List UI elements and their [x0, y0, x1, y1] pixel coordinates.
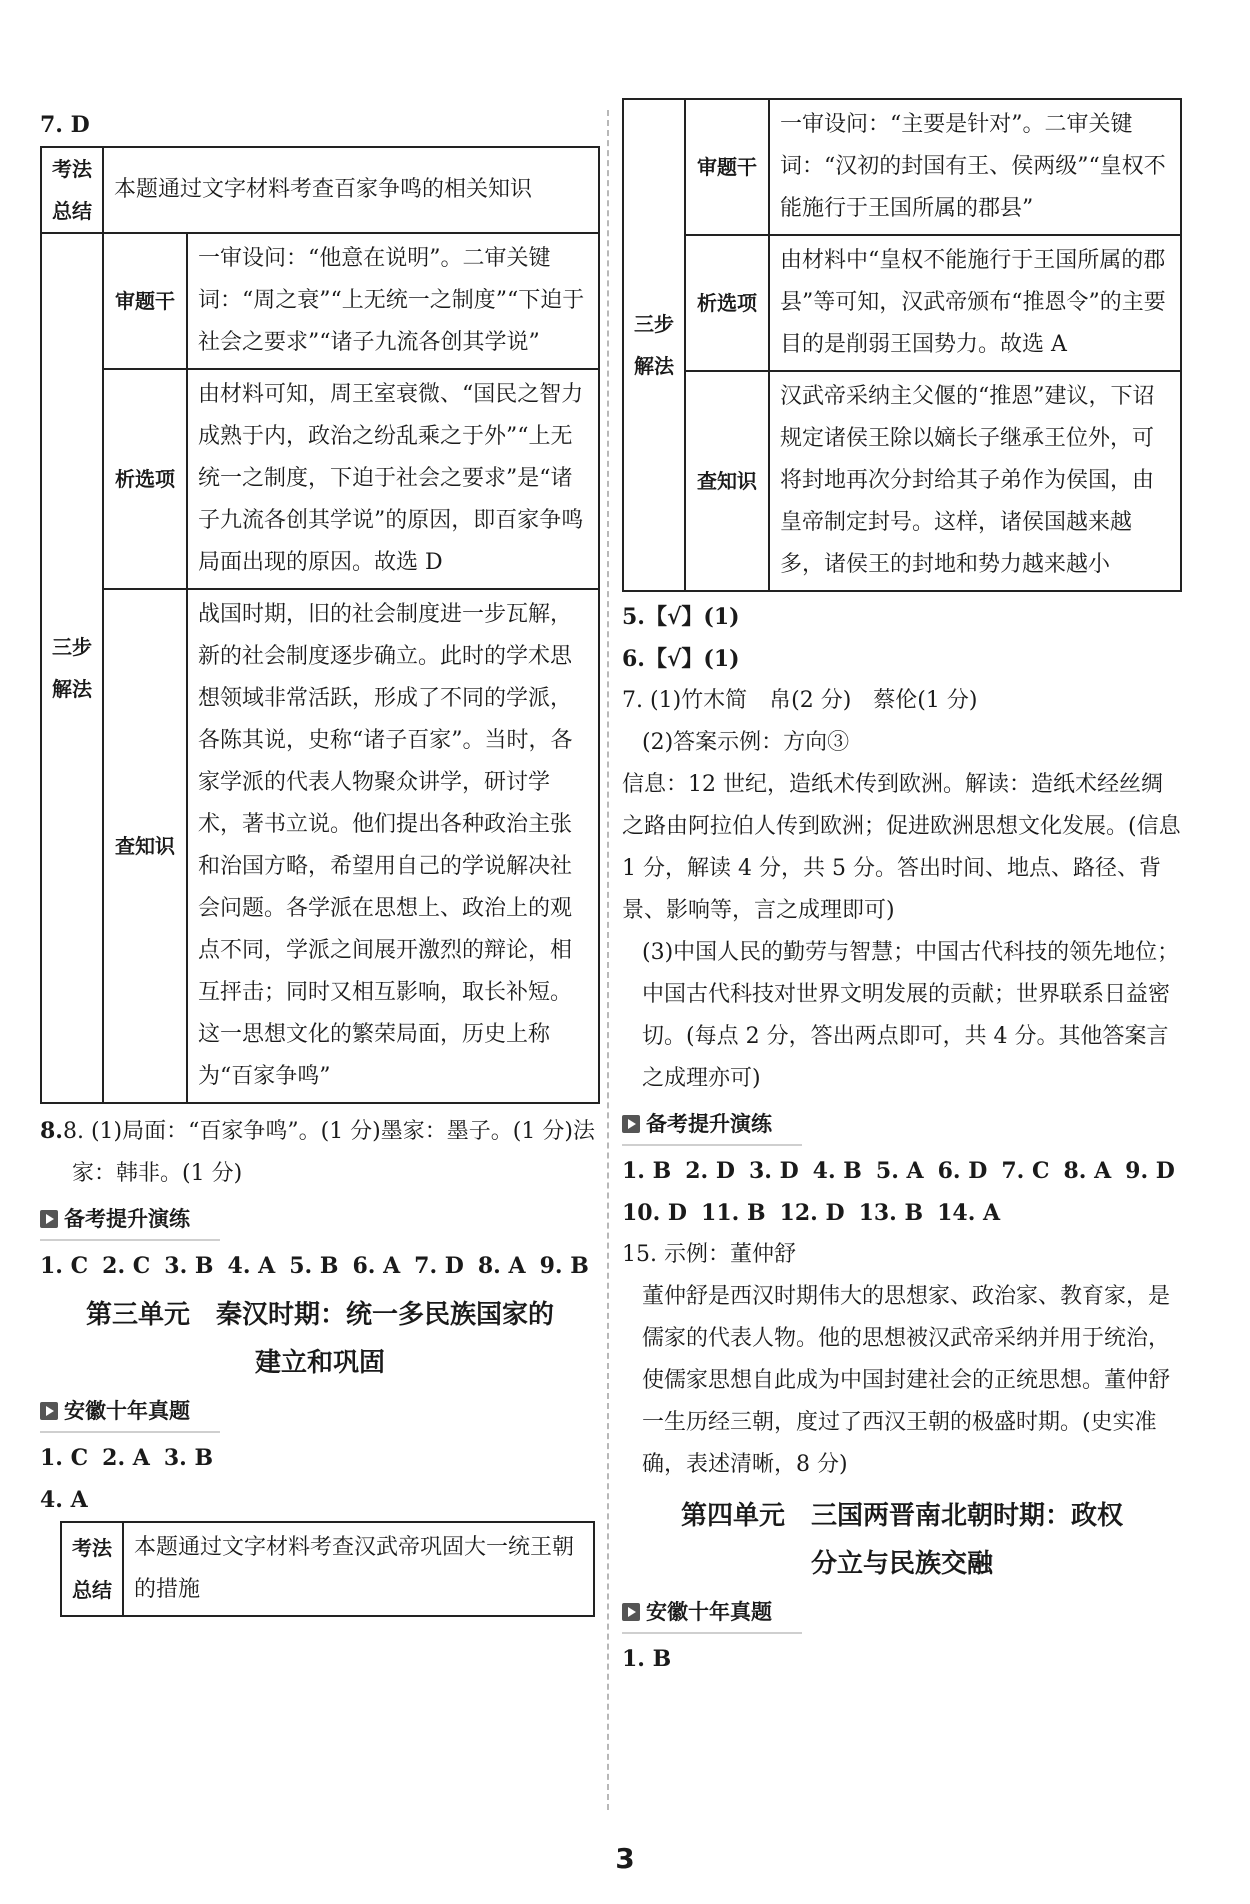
- beikao-heading-right: 备考提升演练: [622, 1104, 802, 1146]
- answer-item: 10. D: [622, 1200, 688, 1226]
- answer-item: 1. C: [40, 1445, 89, 1471]
- q6-answer: 6.【√】(1): [622, 646, 740, 672]
- shenti-label-right: 审题干: [685, 99, 769, 235]
- answer-item: 12. D: [779, 1200, 845, 1226]
- anhui-heading-right: 安徽十年真题: [622, 1592, 802, 1634]
- answer-item: 1. C: [40, 1253, 89, 1279]
- shenti-text: 一审设问：“他意在说明”。二审关键词：“周之衰”“上无统一之制度”“下迫于社会之要求”“诸子九流各创其学说”: [187, 233, 599, 369]
- answer-item: 5. A: [875, 1158, 924, 1184]
- q7-answer: 7. D: [40, 112, 90, 138]
- q7-line1: 7. (1)竹木简 帛(2 分) 蔡伦(1 分): [622, 688, 978, 713]
- shenti-text-right: 一审设问：“主要是针对”。二审关键词：“汉初的封国有王、侯两级”“皇权不能施行于王国所属的郡县”: [769, 99, 1181, 235]
- page-number: 3: [615, 1842, 635, 1875]
- answer-item: 8. A: [1063, 1158, 1112, 1184]
- kaofa-label-q4: 考法总结: [61, 1522, 123, 1616]
- unit3-title-line1: 第三单元 秦汉时期：统一多民族国家的: [85, 1300, 554, 1330]
- chazhi-label-right: 查知识: [685, 371, 769, 591]
- answer-item: 14. A: [937, 1200, 1001, 1226]
- analysis-table-q7: [40, 146, 600, 1104]
- beikao-answers-right-row2: [622, 1192, 1182, 1234]
- q7-para1: 信息：12 世纪，造纸术传到欧洲。解读：造纸术经丝绸之路由阿拉伯人传到欧洲；促进欧洲思想文化发展。(信息 1 分，解读 4 分，共 5 分。答出时间、地点、路径、背景、影响等，言之成理即可): [622, 772, 1181, 923]
- unit3-title-line2: 建立和巩固: [254, 1348, 385, 1378]
- sanbu-label: 三步解法: [41, 233, 103, 1103]
- answer-item: 2. D: [685, 1158, 735, 1184]
- q15-label: 15. 示例：董仲舒: [622, 1242, 796, 1267]
- answer-item: 5. B: [289, 1253, 339, 1279]
- answer-item: 3. D: [748, 1158, 799, 1184]
- answer-item: 6. D: [937, 1158, 988, 1184]
- answer-item: 7. C: [1001, 1158, 1050, 1184]
- q8-line1: 8.8. (1)局面：“百家争鸣”。(1 分)墨家：墨子。(1 分)法: [40, 1118, 595, 1144]
- q8-line2: 家：韩非。(1 分): [72, 1161, 243, 1186]
- answer-item: 13. B: [858, 1200, 924, 1226]
- beikao-answers-right-row1: [622, 1150, 1182, 1192]
- kaofa-text: 本题通过文字材料考查百家争鸣的相关知识: [103, 147, 599, 233]
- answer-item: 2. C: [102, 1253, 151, 1279]
- beikao-heading-left: 备考提升演练: [40, 1199, 220, 1241]
- right-column: [622, 104, 1182, 1680]
- play-triangle-icon: [40, 1210, 58, 1228]
- chazhi-text: 战国时期，旧的社会制度进一步瓦解，新的社会制度逐步确立。此时的学术思想领域非常活跃，形成了不同的学派，各陈其说，史称“诸子百家”。当时，各家学派的代表人物聚众讲学，研讨学术，著书立说。他们提出各种政治主张和治国方略，希望用自己的学说解决社会问题。各学派在思想上、政治上的观点不同，学派之间展开激烈的辩论，相互抨击；同时又相互影响，取长补短。这一思想文化的繁荣局面，历史上称为“百家争鸣”: [187, 589, 599, 1103]
- q15-para: 董仲舒是西汉时期伟大的思想家、政治家、教育家，是儒家的代表人物。他的思想被汉武帝采纳并用于统治，使儒家思想自此成为中国封建社会的正统思想。董仲舒一生历经三朝，度过了西汉王朝的极盛时期。(史实准确，表述清晰，8 分): [642, 1284, 1171, 1477]
- kaofa-label: 考法总结: [41, 147, 103, 233]
- answer-item: 3. B: [164, 1253, 214, 1279]
- unit4-title-line1: 第四单元 三国两晋南北朝时期：政权: [680, 1501, 1123, 1531]
- q8-text1: 8. (1)局面：“百家争鸣”。(1 分)墨家：墨子。(1 分)法: [62, 1119, 595, 1144]
- xixuan-text: 由材料可知，周王室衰微、“国民之智力成熟于内，政治之纷乱乘之于外”“上无统一之制度，下迫于社会之要求”是“诸子九流各创其学说”的原因，即百家争鸣局面出现的原因。故选 D: [187, 369, 599, 589]
- q7-para2: (3)中国人民的勤劳与智慧；中国古代科技的领先地位；中国古代科技对世界文明发展的贡献；世界联系日益密切。(每点 2 分，答出两点即可，共 4 分。其他答案言之成理亦可): [642, 940, 1180, 1091]
- answer-item: 3. B: [163, 1445, 214, 1471]
- q1-answer: 1. B: [622, 1646, 672, 1672]
- unit4-title-line2: 分立与民族交融: [810, 1549, 993, 1579]
- shenti-label: 审题干: [103, 233, 187, 369]
- chazhi-label: 查知识: [103, 589, 187, 1103]
- xixuan-label: 析选项: [103, 369, 187, 589]
- answer-item: 4. B: [812, 1158, 862, 1184]
- play-triangle-icon: [40, 1402, 58, 1420]
- play-triangle-icon: [622, 1115, 640, 1133]
- q4-answer: 4. A: [40, 1487, 88, 1513]
- answer-item: 9. D: [1125, 1158, 1175, 1184]
- answer-item: 2. A: [102, 1445, 150, 1471]
- q5-answer: 5.【√】(1): [622, 604, 740, 630]
- answer-item: 11. B: [701, 1200, 766, 1226]
- kaofa-text-q4: 本题通过文字材料考查汉武帝巩固大一统王朝的措施: [123, 1522, 594, 1616]
- anhui-answers-left: [40, 1437, 600, 1479]
- chazhi-text-right: 汉武帝采纳主父偃的“推恩”建议，下诏规定诸侯王除以嫡长子继承王位外，可将封地再次分封给其子弟作为侯国，由皇帝制定封号。这样，诸侯国越来越多，诸侯王的封地和势力越来越小: [769, 371, 1181, 591]
- answer-item: 4. A: [227, 1253, 276, 1279]
- answer-item: 1. B: [622, 1158, 672, 1184]
- analysis-table-q4: [60, 1521, 595, 1617]
- beikao-answers-left: [40, 1245, 600, 1287]
- sanbu-label-right: 三步解法: [623, 99, 685, 591]
- answer-item: 6. A: [352, 1253, 401, 1279]
- q7-line2: (2)答案示例：方向③: [642, 730, 850, 755]
- analysis-table-q4-cont: [622, 98, 1182, 592]
- play-triangle-icon: [622, 1603, 640, 1621]
- answer-item: 7. D: [414, 1253, 464, 1279]
- xixuan-text-right: 由材料中“皇权不能施行于王国所属的郡县”等可知，汉武帝颁布“推恩令”的主要目的是削弱王国势力。故选 A: [769, 235, 1181, 371]
- xixuan-label-right: 析选项: [685, 235, 769, 371]
- column-divider: [607, 110, 609, 1810]
- answer-item: 9. B: [539, 1253, 589, 1279]
- left-column: [40, 104, 600, 1617]
- answer-item: 8. A: [477, 1253, 526, 1279]
- anhui-heading-left: 安徽十年真题: [40, 1391, 220, 1433]
